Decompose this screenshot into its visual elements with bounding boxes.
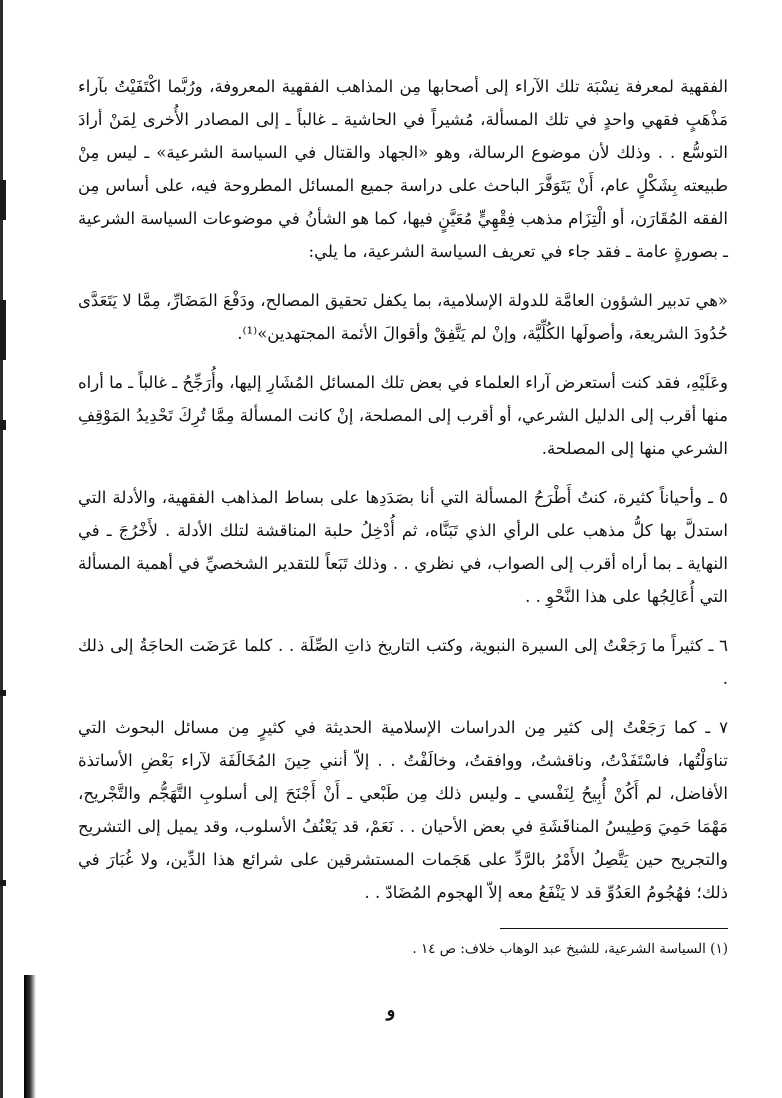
paragraph-item-7: ٧ ـ كما رَجَعْتُ إلى كثير مِن الدراسات الإسلامية الحديثة في كثيرٍ مِن مسائل البحوث التي تناوَلْتُها، فاسْتَفَدْتُ، وناقشتُ، ووافقتُ، وخالَفْتُ . . إلاّ أنني حِينَ المُخَالَفَة لآراء بَعْضِ الأساتذة الأفاضل، لم أَكُنْ أُبِيحُ لِنَفْسي ـ وليس ذلك مِن طَبْعي ـ أَنْ أَجْنَحَ إلى أسلوبِ التَّهَجُّم والتَّجْريح، مَهْمَا حَمِيَ وَطِيسُ المناقَشَةِ في بعض الأحيان . . نَعَمْ، قد يَعْنُفُ الأسلوب، وقد يميل إلى التشريح والتجريح حين يَتَّصِلُ الأَمْرُ بالرَّدِّ على هَجَمات المستشرقين على شرائع هذا الدِّين، ولا غُبَارَ في ذلك؛ فهُجُومُ العَدُوِّ قد لا يَنْفَعُ معه إلاّ الهجوم المُضَادّ . . bbox=[78, 718, 728, 902]
page-body bbox=[78, 70, 728, 925]
scan-edge-mark bbox=[0, 420, 6, 430]
paragraph-weighing-opinions: وعَلَيْهِ، فقد كنت أستعرض آراء العلماء في بعض تلك المسائل المُشَارِ إليها، وأُرَجِّحُ ـ غالباً ـ ما أراه منها أقرب إلى الدليل الشرعي، أو أقرب إلى المصلحة، إنْ كانت المسألة مِمَّا تُرِكَ تَحْدِيدُ المَوْقِفِ الشرعي منها إلى المصلحة. bbox=[78, 373, 728, 458]
paragraph-item-5: ٥ ـ وأحياناً كثيرة، كنتُ أَطْرَحُ المسألة التي أنا بصَدَدِها على بساط المذاهب الفقهية، والأدلة التي استدلَّ بها كلُّ مذهب على الرأي الذي تَبَنَّاه، ثم أُدْخِلُ حلبة المناقشة لتلك الأدلة . لأَخْرُجَ ـ في النهاية ـ بما أراه أقرب إلى الصواب، في نظري . . وذلك تَبَعاً للتقدير الشخصيِّ في أهمية المسألة التي أُعَالِجُها على هذا النَّحْوِ . . bbox=[78, 488, 728, 606]
scan-binding-shadow bbox=[24, 975, 36, 1098]
paragraph-intro: الفقهية لمعرفة نِسْبَة تلك الآراء إلى أصحابها مِن المذاهب الفقهية المعروفة، ورُبَّما اكْتَفَيْتُ بآراء مَذْهَبٍ فقهي واحدٍ في تلك المسألة، مُشيراً في الحاشية ـ غالباً ـ إلى المصادر الأُخرى لِمَنْ أرادَ التوسُّع . . وذلك لأن موضوع الرسالة، وهو «الجهاد والقتال في السياسة الشرعية» ـ ليس مِنْ طبيعته بِشَكْلٍ عام، أَنْ يَتَوَفَّرَ الباحث على دراسة جميع المسائل المطروحة فيه، على أساس مِن الفقه المُقَارَن، أو الْتِزَام مذهب فِقْهِيٍّ مُعَيَّنٍ فيها، كما هو الشأنُ في موضوعات السياسة الشرعية ـ بصورةٍ عامة ـ فقد جاء في تعريف السياسة الشرعية، ما يلي: bbox=[78, 77, 728, 261]
page-number: و bbox=[386, 1000, 396, 1021]
paragraph-item-6: ٦ ـ كثيراً ما رَجَعْتُ إلى السيرة النبوية، وكتب التاريخ ذاتِ الصِّلَة . . كلما عَرَضَت الحاجَةُ إلى ذلك . bbox=[78, 636, 728, 688]
footnote-separator bbox=[500, 928, 728, 929]
scan-edge-mark bbox=[0, 880, 6, 886]
scan-edge-mark bbox=[0, 180, 6, 220]
footnote: (١) السياسة الشرعية، للشيخ عبد الوهاب خلاف: ص ١٤ . bbox=[412, 941, 728, 957]
scan-edge-mark bbox=[0, 300, 6, 360]
scan-edge-mark bbox=[0, 690, 6, 696]
paragraph-definition-quote: «هي تدبير الشؤون العامَّة للدولة الإسلامية، بما يكفل تحقيق المصالح، ودَفْعَ المَضَارِّ، مِمَّا لا يَتَعَدَّى حُدُودَ الشريعة، وأصولَها الكُلِّيَّة، وإنْ لم يَتَّفِقْ وأقوالَ الأئمة المجتهدين»⁽¹⁾. bbox=[78, 291, 728, 343]
scan-edge bbox=[0, 0, 3, 1098]
